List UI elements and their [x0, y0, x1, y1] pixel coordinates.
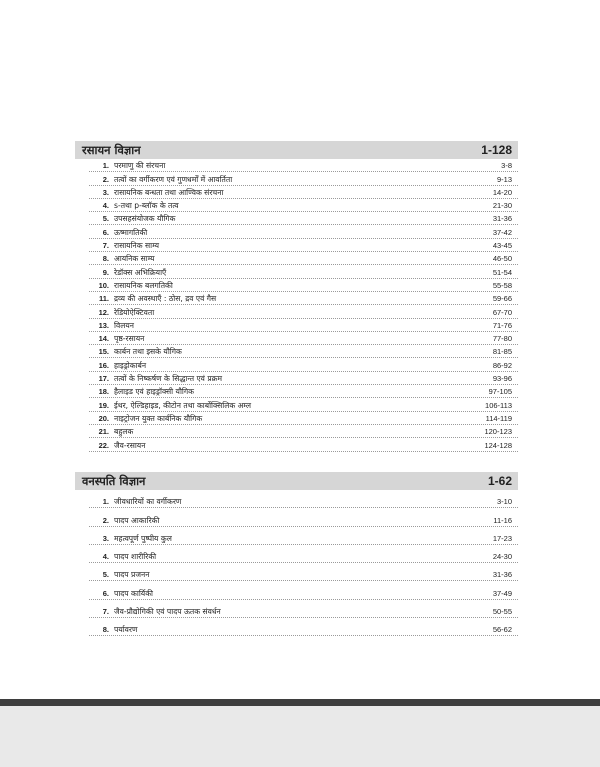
chapter-number: 2. [102, 515, 109, 525]
toc-row[interactable] [89, 438, 518, 451]
chapter-title: हाइड्रोकार्बन [114, 360, 147, 370]
toc-row[interactable] [89, 545, 518, 563]
chapter-number: 10. [98, 280, 109, 290]
chapter-title: ईथर, ऐल्डिहाइड, कीटोन तथा कार्बोक्सिलिक अम्ल [114, 400, 252, 410]
chapter-number: 11. [98, 294, 109, 304]
chapter-number: 22. [98, 440, 109, 450]
chapter-number: 2. [102, 174, 109, 184]
chapter-title: पादप प्रजनन [114, 570, 150, 580]
page-range: 43-45 [492, 241, 512, 251]
chapter-title: पादप कार्यिकी [114, 588, 154, 598]
chapter-title: पादप आकारिकी [114, 515, 160, 525]
chapter-number: 13. [98, 320, 109, 330]
toc-row[interactable] [89, 186, 518, 199]
chapter-title: द्रव्य की अवस्थाएँ : ठोस, द्रव एवं गैस [114, 294, 217, 304]
chapter-number: 5. [102, 570, 109, 580]
chapter-number: 16. [98, 360, 109, 370]
chapter-number: 4. [102, 201, 109, 211]
page-range: 120-123 [484, 427, 512, 437]
section-title: रसायन विज्ञान [82, 142, 141, 157]
page-range: 77-80 [492, 334, 512, 344]
chapter-number: 8. [102, 254, 109, 264]
section-page-range: 1-128 [481, 143, 512, 157]
section-header [75, 141, 518, 159]
chapter-number: 7. [102, 241, 109, 251]
page-range: 71-76 [492, 320, 512, 330]
page-range: 93-96 [492, 374, 512, 384]
page-range: 86-92 [492, 360, 512, 370]
chapter-number: 1. [102, 161, 109, 171]
toc-row[interactable] [89, 345, 518, 358]
page-range: 55-58 [492, 280, 512, 290]
chapter-title: s-तथा p-ब्लॉक के तत्व [114, 201, 179, 211]
chapter-list [89, 159, 518, 452]
page-range: 59-66 [492, 294, 512, 304]
page-range: 37-49 [492, 588, 512, 598]
chemistry-section [75, 141, 518, 452]
chapter-number: 1. [102, 497, 109, 507]
page-range: 50-55 [492, 607, 512, 617]
chapter-title: रासायनिक साम्य [114, 241, 159, 251]
toc-row[interactable] [89, 398, 518, 411]
chapter-title: जैव-रसायन [114, 440, 146, 450]
chapter-number: 3. [102, 187, 109, 197]
chapter-number: 19. [98, 400, 109, 410]
page-range: 31-36 [492, 214, 512, 224]
toc-row[interactable] [89, 600, 518, 618]
section-page-range: 1-62 [487, 474, 512, 488]
toc-row[interactable] [89, 172, 518, 185]
page-range: 9-13 [496, 174, 512, 184]
chapter-title: कार्बन तथा इसके यौगिक [114, 347, 182, 357]
toc-row[interactable] [89, 508, 518, 526]
section-header [75, 472, 518, 490]
toc-row[interactable] [89, 372, 518, 385]
toc-row[interactable] [89, 239, 518, 252]
chapter-title: ऊष्मागतिकी [114, 227, 148, 237]
chapter-title: पृष्ठ-रसायन [114, 334, 145, 344]
page-range: 106-113 [485, 400, 512, 410]
toc-row[interactable] [89, 563, 518, 581]
chapter-number: 15. [98, 347, 109, 357]
chapter-title: उपसहसंयोजक यौगिक [114, 214, 176, 224]
toc-row[interactable] [89, 199, 518, 212]
toc-row[interactable] [89, 159, 518, 172]
chapter-number: 17. [98, 374, 109, 384]
toc-row[interactable] [89, 527, 518, 545]
page-range: 21-30 [492, 201, 512, 211]
toc-row[interactable] [89, 225, 518, 238]
page-range: 24-30 [492, 552, 512, 562]
chapter-number: 21. [98, 427, 109, 437]
chapter-title: महत्वपूर्ण पुष्पीय कुल [114, 533, 172, 543]
chapter-number: 18. [98, 387, 109, 397]
page-range: 67-70 [492, 307, 512, 317]
toc-row[interactable] [89, 358, 518, 371]
chapter-title: रेडॉक्स अभिक्रियाएँ [114, 267, 167, 277]
section-title: वनस्पति विज्ञान [82, 473, 146, 488]
toc-row[interactable] [89, 292, 518, 305]
chapter-title: रासायनिक बलगतिकी [114, 280, 173, 290]
chapter-number: 12. [98, 307, 109, 317]
toc-row[interactable] [89, 319, 518, 332]
chapter-title: तत्वों का वर्गीकरण एवं गुणधर्मों में आवर्तिता [114, 174, 233, 184]
chapter-title: आयनिक साम्य [114, 254, 155, 264]
chapter-title: जैव-प्रौद्योगिकी एवं पादप ऊतक संवर्धन [114, 607, 221, 617]
page-range: 124-128 [484, 440, 512, 450]
footer-divider [0, 699, 600, 706]
toc-row[interactable] [89, 581, 518, 599]
page-range: 114-119 [485, 413, 512, 423]
chapter-number: 6. [102, 588, 109, 598]
chapter-number: 7. [102, 607, 109, 617]
chapter-number: 3. [102, 533, 109, 543]
page-range: 11-16 [493, 515, 512, 525]
chapter-number: 14. [98, 334, 109, 344]
chapter-title: रासायनिक बन्धता तथा आण्विक संरचना [114, 187, 224, 197]
toc-row[interactable] [89, 212, 518, 225]
toc-row[interactable] [89, 425, 518, 438]
chapter-title: नाइट्रोजन युक्त कार्बनिक यौगिक [114, 413, 203, 423]
chapter-number: 20. [98, 413, 109, 423]
toc-row[interactable] [89, 252, 518, 265]
chapter-title: पादप शारीरिकी [114, 552, 157, 562]
chapter-number: 6. [102, 227, 109, 237]
page-range: 3-10 [496, 497, 512, 507]
page-range: 31-36 [492, 570, 512, 580]
page-range: 14-20 [492, 187, 512, 197]
toc-row[interactable] [89, 332, 518, 345]
page-range: 17-23 [492, 533, 512, 543]
page-range: 51-54 [492, 267, 512, 277]
page-range: 3-8 [501, 161, 512, 171]
chapter-number: 8. [102, 625, 109, 635]
toc-row[interactable] [89, 305, 518, 318]
chapter-title: विलयन [114, 320, 134, 330]
page-range: 97-105 [488, 387, 512, 397]
chapter-title: तत्वों के निष्कर्षण के सिद्धान्त एवं प्रक्रम [114, 374, 223, 384]
chapter-list [89, 490, 518, 636]
toc-row[interactable] [89, 265, 518, 278]
toc-row[interactable] [89, 412, 518, 425]
chapter-title: बहुलक [114, 427, 134, 437]
footer-band [0, 706, 600, 767]
chapter-number: 5. [102, 214, 109, 224]
botany-section [75, 472, 518, 636]
page-range: 81-85 [492, 347, 512, 357]
page-range: 37-42 [492, 227, 512, 237]
toc-row[interactable] [89, 618, 518, 636]
page-range: 46-50 [492, 254, 512, 264]
chapter-title: रेडियोऐक्टिवता [114, 307, 155, 317]
chapter-title: परमाणु की संरचना [114, 161, 166, 171]
chapter-title: पर्यावरण [114, 625, 138, 635]
toc-row[interactable] [89, 385, 518, 398]
chapter-title: जीवधारियों का वर्गीकरण [114, 497, 182, 507]
chapter-number: 9. [102, 267, 109, 277]
toc-row[interactable] [89, 279, 518, 292]
chapter-title: हैलाइड एवं हाइड्रॉक्सी यौगिक [114, 387, 194, 397]
page-range: 56-62 [492, 625, 512, 635]
chapter-number: 4. [102, 552, 109, 562]
toc-row[interactable] [89, 490, 518, 508]
